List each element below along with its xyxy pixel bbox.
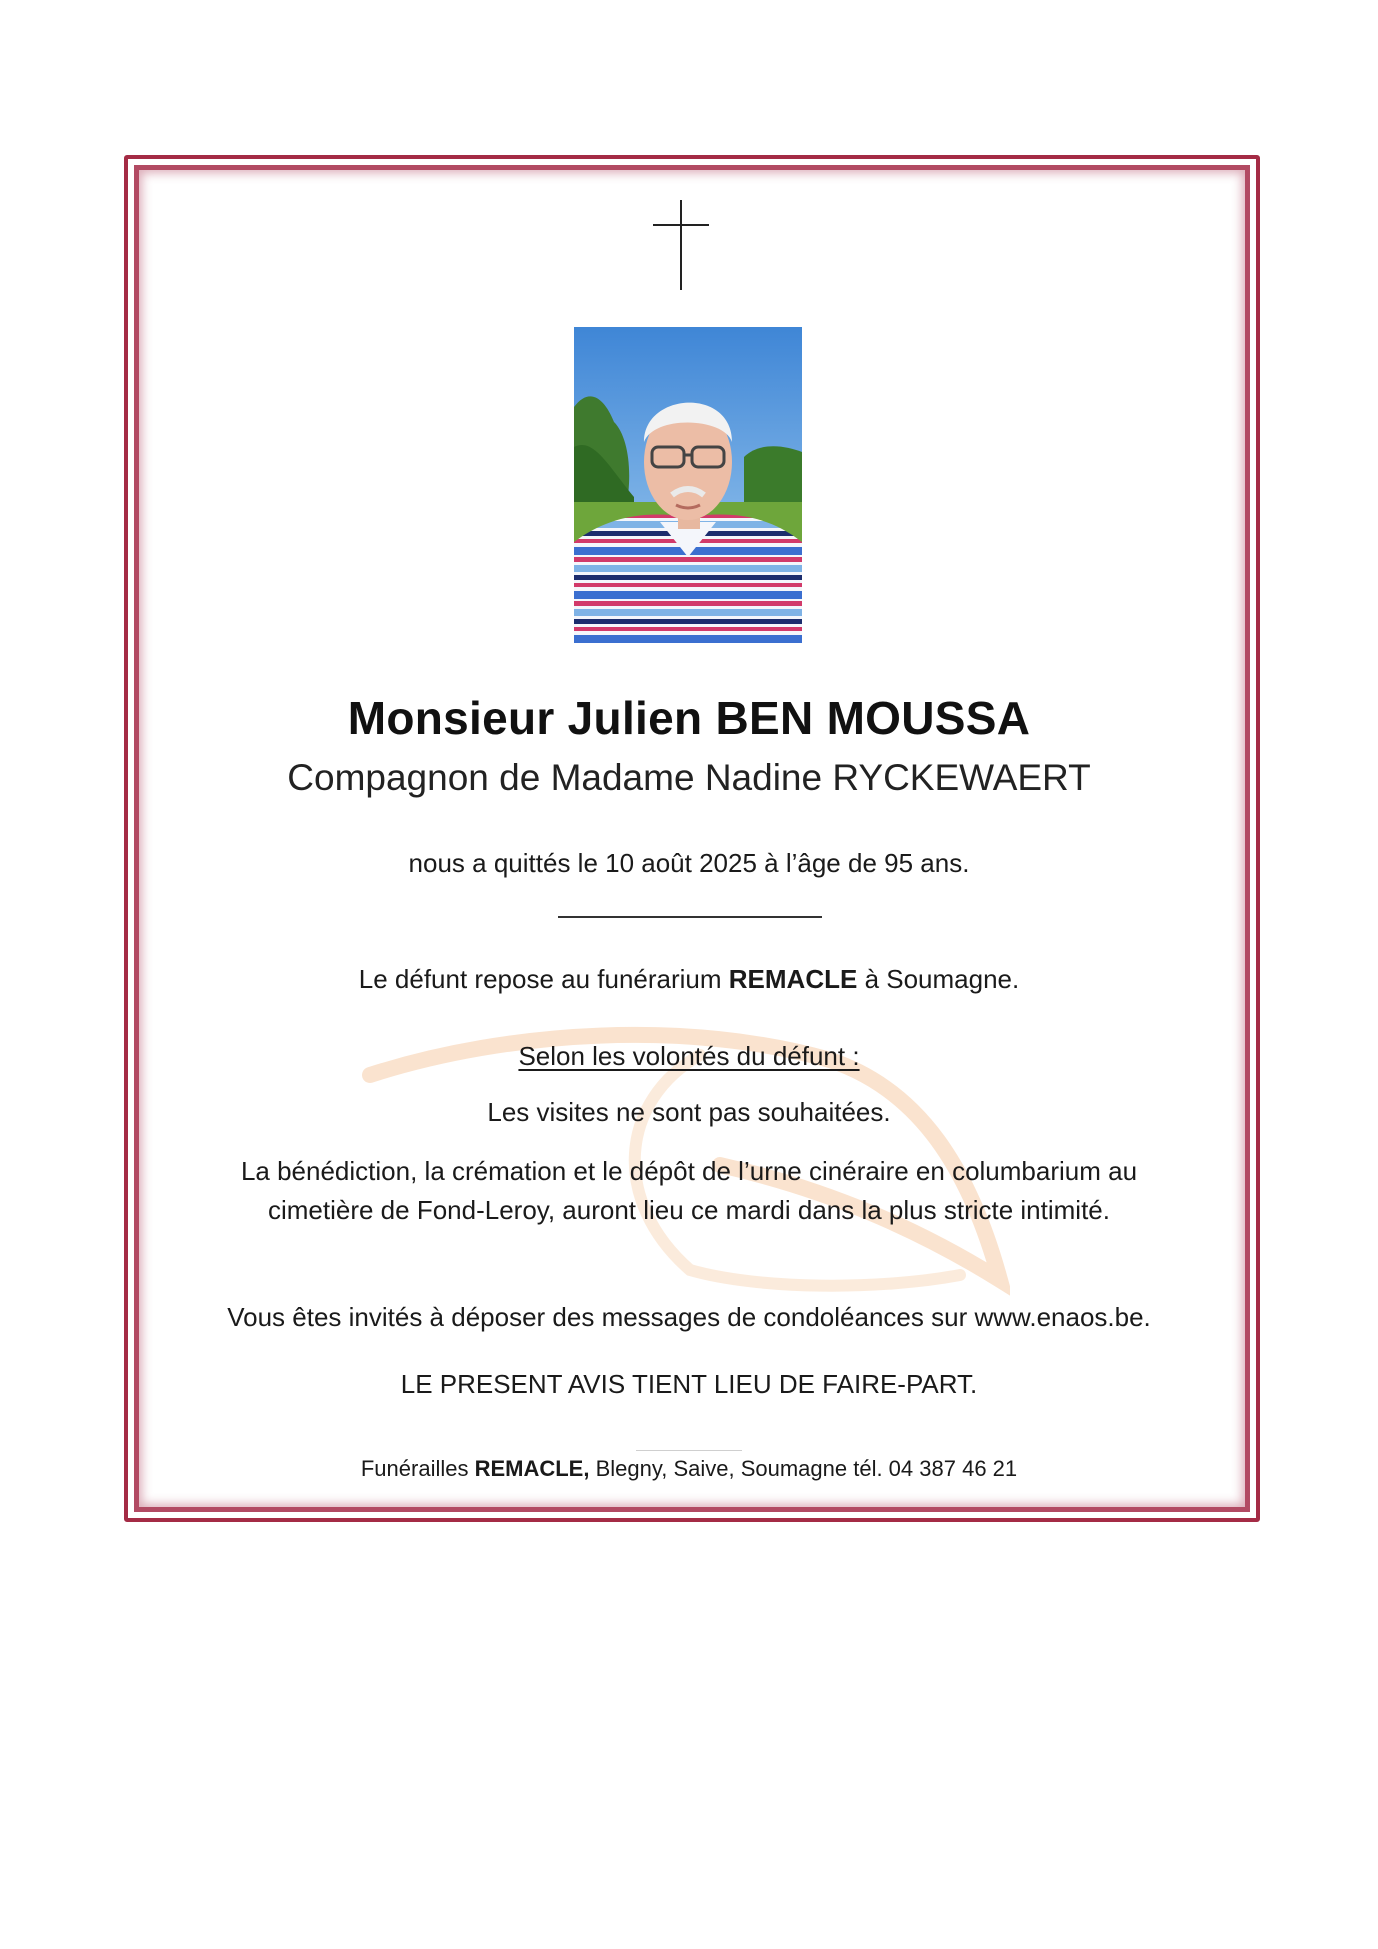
repose-prefix: Le défunt repose au funérarium: [358, 964, 729, 994]
repose-suffix: à Soumagne.: [857, 964, 1020, 994]
footer-divider: [636, 1450, 742, 1451]
deceased-name: Monsieur Julien BEN MOUSSA: [347, 692, 1031, 744]
repose-line: [0, 964, 1378, 995]
ceremony-paragraph: [0, 1152, 1378, 1230]
footer-locations: Blegny, Saive, Soumagne tél. 04 387 46 21: [589, 1456, 1018, 1481]
ceremony-line-1: La bénédiction, la crémation et le dépôt de l’urne cinéraire en columbarium au: [240, 1156, 1138, 1186]
condolences-line: Vous êtes invités à déposer des messages de condoléances sur www.enaos.be.: [227, 1302, 1151, 1332]
separator-line: [558, 916, 822, 918]
faire-part-line: LE PRESENT AVIS TIENT LIEU DE FAIRE-PART.: [400, 1369, 978, 1399]
wishes-heading: Selon les volontés du défunt :: [518, 1041, 860, 1071]
cross-icon: [653, 200, 709, 290]
footer-line: [0, 1456, 1378, 1482]
visits-line: Les visites ne sont pas souhaitées.: [487, 1097, 891, 1127]
footer-company: REMACLE,: [474, 1456, 590, 1481]
repose-place: REMACLE: [728, 964, 858, 994]
ceremony-line-2: cimetière de Fond-Leroy, auront lieu ce mardi dans la plus stricte intimité.: [267, 1195, 1110, 1225]
companion-line: Compagnon de Madame Nadine RYCKEWAERT: [287, 757, 1091, 798]
footer-prefix: Funérailles: [360, 1456, 475, 1481]
death-announcement: nous a quittés le 10 août 2025 à l’âge de 95 ans.: [408, 848, 970, 878]
portrait-photo: [574, 327, 802, 643]
